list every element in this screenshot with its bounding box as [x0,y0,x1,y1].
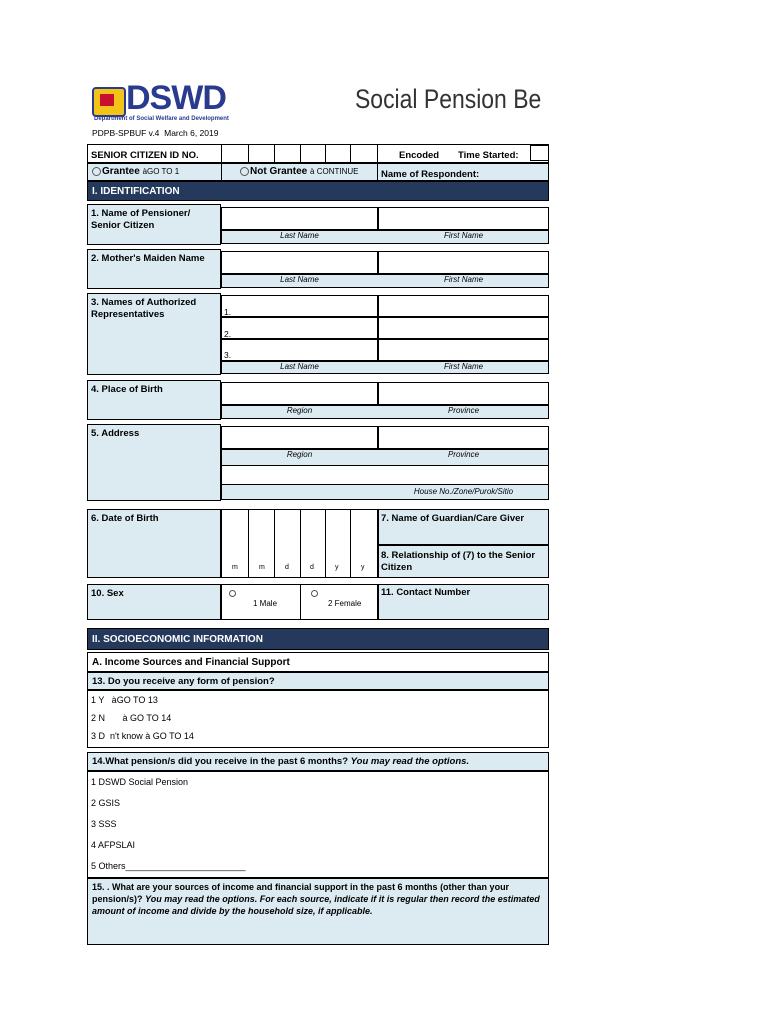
sex-female-label: 2 Female [328,599,362,608]
q1-label: 1. Name of Pensioner/ Senior Citizen [91,208,191,231]
encoded-label: Encoded [399,150,440,161]
form-code: PDPB-SPBUF v.4 March 6, 2019 [92,128,219,138]
q15-cell [87,878,549,945]
form-title: Social Pension Be [355,84,542,114]
not-grantee-option[interactable]: Not Grantee à CONTINUE [240,166,358,177]
q14-opt-1[interactable]: 1 DSWD Social Pension [91,777,189,787]
q4-region-caption: Region [286,406,313,415]
q6-label: 6. Date of Birth [91,513,159,524]
q3-rep3-firstname[interactable] [378,339,549,361]
q2-firstname-field[interactable] [378,251,549,274]
grantee-option[interactable]: Grantee àGO TO 1 [92,166,179,177]
q14-opt-3[interactable]: 3 SSS [91,819,117,829]
dob-y1: y [335,564,339,571]
logo-subtitle: Department of Social Welfare and Development [94,116,229,122]
time-started-label: Time Started: [458,150,519,161]
q2-firstname-caption: First Name [443,275,484,284]
q3-label: 3. Names of Authorized Representatives [91,297,197,320]
respondent-label: Name of Respondent: [381,169,480,180]
time-started-field[interactable] [530,145,549,161]
subsection-a: A. Income Sources and Financial Support [87,652,549,672]
q2-lastname-field[interactable] [221,251,378,274]
q1-lastname-caption: Last Name [280,231,319,240]
section-socioeconomic-header: II. SOCIOECONOMIC INFORMATION [87,628,549,650]
q14-opt-5[interactable]: 5 Others________________________ [91,861,246,871]
q10-label: 10. Sex [91,588,124,599]
dob-d1: d [285,564,289,571]
q5-region-caption: Region [286,450,313,459]
q5-province-field[interactable] [378,426,549,449]
q13-opt-no[interactable]: 2 N à GO TO 14 [91,713,172,723]
q3-rep2-firstname[interactable] [378,317,549,339]
q15-label: 15. . What are your sources of income and financial support in the past 6 months (other than your pension/s)? You may read the options. For each source, indicate if it is regular then record the estimated amount of income and divide by the household size, if applicable. [92,882,540,916]
q7-label: 7. Name of Guardian/Care Giver [381,513,525,524]
q3-firstname-caption: First Name [443,362,484,371]
q8-label: 8. Relationship of (7) to the Senior Citizen [381,550,536,573]
q2-label: 2. Mother's Maiden Name [91,253,205,264]
q5-house-field[interactable] [221,466,549,484]
q4-region-field[interactable] [221,382,378,405]
q5-house-caption: House No./Zone/Purok/Sitio [413,487,514,496]
q3-lastname-caption: Last Name [280,362,319,371]
q5-region-field[interactable] [221,426,378,449]
q3-rep1-firstname[interactable] [378,295,549,317]
q3-rep3-lastname[interactable] [221,339,378,361]
dswd-logo [92,79,252,127]
section-identification-header: I. IDENTIFICATION [87,181,549,201]
dob-d2: d [310,564,314,571]
senior-id-label: SENIOR CITIZEN ID NO. [91,150,199,161]
q1-firstname-caption: First Name [443,231,484,240]
sex-female-radio[interactable] [311,590,318,597]
q4-label: 4. Place of Birth [91,384,163,395]
q4-province-caption: Province [447,406,480,415]
q14-header: 14.What pension/s did you receive in the past 6 months? You may read the options. [87,752,549,771]
q2-lastname-caption: Last Name [280,275,319,284]
q5-province-caption: Province [447,450,480,459]
q13-opt-yes[interactable]: 1 Y àGO TO 13 [91,695,158,705]
dob-m1: m [232,564,238,571]
grantee-radio[interactable] [92,167,101,176]
q3-rep1-lastname[interactable] [221,295,378,317]
sex-male-radio[interactable] [229,590,236,597]
not-grantee-radio[interactable] [240,167,249,176]
q4-province-field[interactable] [378,382,549,405]
q11-label: 11. Contact Number [381,587,471,598]
logo-text: DSWD [126,79,226,117]
q14-opt-2[interactable]: 2 GSIS [91,798,121,808]
q1-lastname-field[interactable] [221,207,378,230]
q14-opt-4[interactable]: 4 AFPSLAI [91,840,136,850]
logo-emblem-icon [92,87,126,117]
q13-opt-dontknow[interactable]: 3 D n't know à GO TO 14 [91,731,194,741]
dob-m2: m [259,564,265,571]
q1-firstname-field[interactable] [378,207,549,230]
q3-rep2-lastname[interactable] [221,317,378,339]
q3-row-2: 2. [224,329,232,339]
q3-row-3: 3. [224,350,232,360]
q13-header: 13. Do you receive any form of pension? [87,672,549,690]
q3-row-1: 1. [224,307,232,317]
dob-y2: y [361,564,365,571]
q5-label: 5. Address [91,428,140,439]
sex-male-label: 1 Male [253,599,278,608]
